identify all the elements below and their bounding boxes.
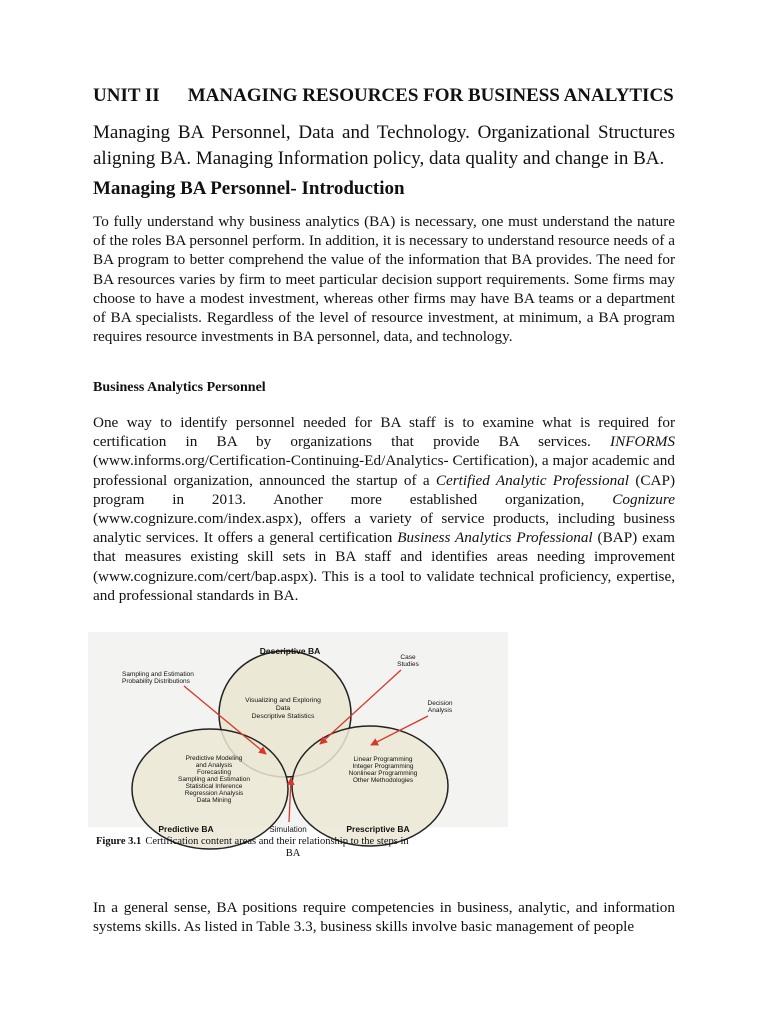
personnel-paragraph: [93, 413, 675, 605]
descriptive-line: Descriptive Statistics: [251, 713, 315, 720]
figure-caption: [96, 836, 409, 847]
figure-3-1: [88, 632, 508, 862]
caption-text-2: BA: [285, 848, 301, 859]
prescriptive-line: Integer Programming: [352, 763, 414, 770]
unit-title: [93, 85, 693, 107]
cognizure-term: Cognizure: [612, 490, 675, 508]
predictive-line: Statistical Inference: [185, 783, 243, 790]
text-run: (BAP) exam that measures existing skill sets in BA staff and identifies areas needing improvement (www.cognizure.com/cert/bap.aspx). This is a tool to validate technical proficiency, expertise, and professional standards in BA.: [93, 529, 675, 604]
text-run: (www.informs.org/Certification-Continuing-Ed/Analytics- Certification), a major academic and professional organization, announced the startup of a: [93, 452, 675, 489]
prescriptive-line: Linear Programming: [353, 756, 413, 763]
informs-term: INFORMS: [610, 433, 675, 451]
personnel-heading: Business Analytics Personnel: [93, 380, 266, 395]
descriptive-line: Data: [275, 705, 291, 712]
unit-name: MANAGING RESOURCES FOR BUSINESS ANALYTICS: [187, 85, 674, 106]
predictive-line: Regression Analysis: [184, 790, 244, 797]
text-run: (www.cognizure.com/index.aspx), offers a variety of service products, including business analytic services. It offers a general certification: [93, 510, 675, 547]
predictive-line: Predictive Modeling: [185, 755, 243, 762]
intro-paragraph: To fully understand why business analytics (BA) is necessary, one must understand the nature of the roles BA personnel perform. In addition, it is necessary to understand resource needs of a BA program to better comprehend the value of the information that BA provides. The need for BA resources varies by firm to meet particular decision support requirements. Some firms may choose to have a modest investment, whereas other firms may have BA teams or a department of BA specialists. Regardless of the level of resource investment, at minimum, a BA program requires resource investments in BA personnel, data, and technology.: [93, 213, 675, 346]
predictive-title: Predictive BA: [158, 824, 214, 834]
prescriptive-line: Nonlinear Programming: [348, 770, 418, 777]
caption-text: Certification content areas and their relationship to the steps in: [145, 836, 409, 847]
callout-simulation: Simulation: [269, 825, 307, 834]
descriptive-line: Visualizing and Exploring: [245, 697, 321, 704]
callout-case: Case: [400, 654, 416, 661]
closing-paragraph: In a general sense, BA positions require competencies in business, analytic, and information systems skills. As listed in Table 3.3, business skills involve basic management of people: [93, 899, 675, 936]
predictive-line: Sampling and Estimation: [178, 776, 250, 783]
callout-case: Studies: [397, 661, 419, 668]
section-heading: Managing BA Personnel- Introduction: [93, 178, 405, 199]
callout-decision: Decision: [427, 700, 453, 707]
venn-diagram: [88, 632, 508, 862]
text-run: (CAP) program in 2013. Another more established organization,: [93, 471, 675, 508]
prescriptive-title: Prescriptive BA: [346, 824, 410, 834]
callout-decision: Analysis: [427, 707, 453, 714]
callout-sampling: Sampling and Estimation: [122, 671, 194, 678]
descriptive-title: Descriptive BA: [259, 646, 321, 656]
bap-term: Business Analytics Professional: [397, 529, 593, 547]
predictive-line: Forecasting: [197, 769, 231, 776]
predictive-line: Data Mining: [196, 797, 232, 804]
unit-subtitle: Managing BA Personnel, Data and Technology. Organizational Structures aligning BA. Managing Information policy, data quality and change in BA.: [93, 122, 675, 169]
callout-sampling: Probability Distributions: [122, 678, 190, 685]
predictive-line: and Analysis: [195, 762, 233, 769]
cap-term: Certified Analytic Professional: [435, 471, 630, 489]
caption-label: Figure 3.1: [96, 836, 142, 847]
text-run: One way to identify personnel needed for BA staff is to examine what is required for certification in BA by organizations that provide BA services.: [93, 414, 675, 451]
prescriptive-line: Other Methodologies: [352, 777, 414, 784]
unit-number: UNIT II: [93, 85, 160, 106]
